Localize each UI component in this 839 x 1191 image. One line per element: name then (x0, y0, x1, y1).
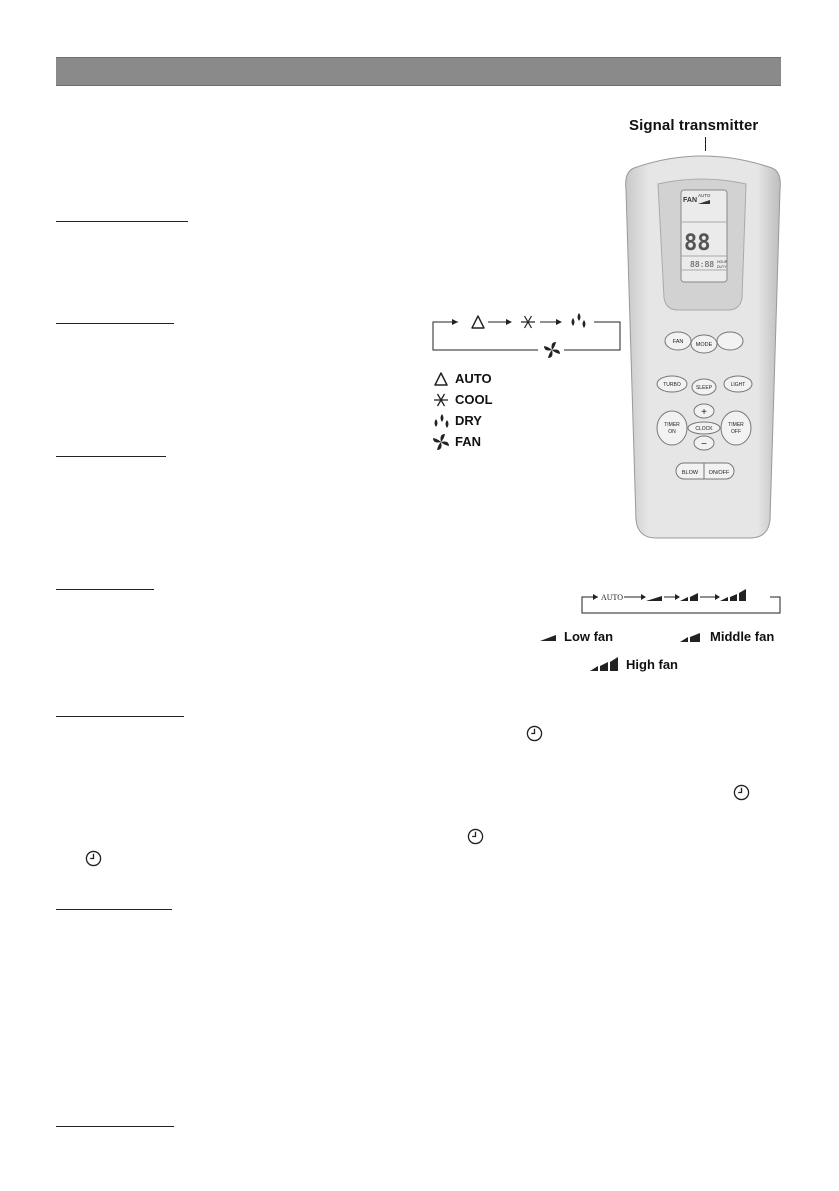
signal-pointer-line (705, 137, 706, 151)
clock-icon (85, 850, 102, 867)
signal-transmitter-label: Signal transmitter (629, 117, 759, 134)
low-fan-legend (538, 629, 613, 644)
fan-cycle-auto-text: AUTO (601, 593, 624, 602)
svg-text:ON/OFF: ON/OFF (708, 470, 730, 476)
mode-legend-dry (430, 410, 493, 431)
svg-text:FAN: FAN (672, 339, 684, 345)
section-underline-5 (56, 716, 184, 717)
low-fan-label: Low fan (564, 629, 614, 644)
lcd-duty-text: DUTY (717, 265, 727, 269)
svg-text:MODE: MODE (695, 342, 713, 348)
high-fan-label: High fan (626, 656, 678, 672)
mode-legend-fan (430, 431, 493, 452)
mode-label: COOL (455, 392, 493, 407)
middle-fan-label: Middle fan (710, 629, 775, 644)
svg-text:SLEEP: SLEEP (695, 385, 713, 391)
svg-text:TIMER: TIMER (664, 422, 680, 428)
middle-fan-legend (678, 629, 774, 644)
section-underline-7 (56, 1126, 174, 1127)
lcd-hour-text: HOUR (717, 260, 728, 264)
svg-text:TIMER: TIMER (728, 422, 744, 428)
mode-cycle-diagram (428, 312, 628, 360)
section-underline-6 (56, 909, 172, 910)
lcd-fan-text: FAN (683, 197, 697, 204)
svg-text:ON: ON (668, 429, 676, 435)
svg-text:LIGHT: LIGHT (730, 382, 746, 388)
section-underline-2 (56, 323, 174, 324)
mode-legend-cool (430, 389, 493, 410)
clock-icon (733, 784, 750, 801)
section-underline-1 (56, 221, 188, 222)
auto-mode-icon (472, 316, 484, 328)
section-underline-4 (56, 589, 154, 590)
mode-label: FAN (455, 434, 481, 449)
auto-mode-icon (430, 371, 452, 387)
svg-text:−: − (701, 439, 707, 450)
middle-fan-icon (678, 631, 702, 643)
timer-on-button (657, 411, 687, 445)
swing-button (717, 332, 743, 350)
middle-fan-icon (690, 593, 698, 601)
lcd-clock-digits: 88:88 (690, 260, 715, 269)
low-fan-icon (646, 596, 662, 601)
mode-legend (430, 368, 493, 452)
fan-speed-cycle-diagram (580, 585, 782, 617)
svg-text:BLOW: BLOW (681, 470, 699, 476)
mode-label: AUTO (455, 371, 492, 386)
snowflake-icon (430, 392, 452, 408)
high-fan-icon (739, 589, 746, 601)
lcd-auto-text: AUTO (698, 193, 711, 198)
clock-icon (526, 725, 543, 742)
svg-text:+: + (701, 407, 707, 418)
lcd-digits: 88 (684, 231, 711, 256)
clock-icon (467, 828, 484, 845)
fan-icon (544, 342, 560, 358)
svg-text:OFF: OFF (731, 429, 741, 435)
section-header-bar (56, 57, 781, 86)
droplets-icon (430, 413, 452, 429)
remote-control-illustration (620, 150, 785, 540)
droplets-icon (572, 313, 586, 328)
timer-off-button (721, 411, 751, 445)
svg-text:TURBO: TURBO (663, 382, 681, 388)
mode-label: DRY (455, 413, 482, 428)
snowflake-icon (521, 316, 535, 328)
svg-text:CLOCK: CLOCK (695, 426, 713, 432)
high-fan-legend (588, 656, 678, 672)
mode-legend-auto (430, 368, 493, 389)
low-fan-icon (538, 632, 558, 642)
section-underline-3 (56, 456, 166, 457)
high-fan-icon (588, 656, 620, 672)
fan-icon (430, 434, 452, 450)
